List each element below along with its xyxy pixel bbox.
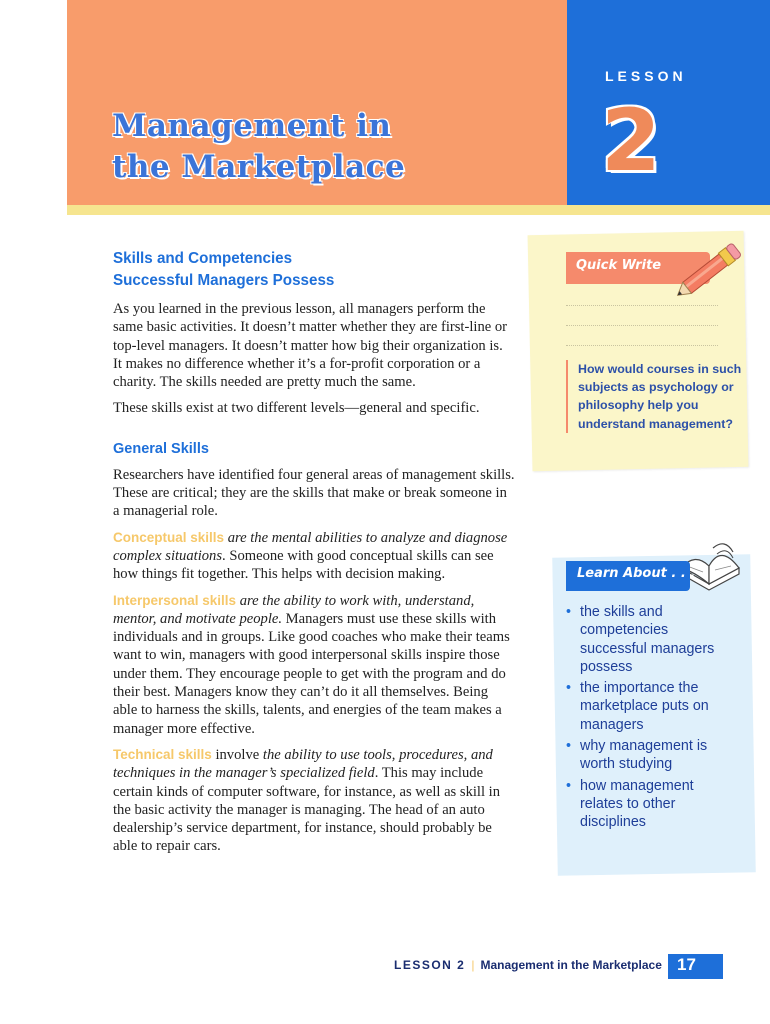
interpersonal-skills-definition: are the ability to work with, understand, mentor, and motivate people. bbox=[113, 592, 475, 627]
section-heading bbox=[113, 248, 495, 292]
list-item-text: the skills and competencies successful managers possess bbox=[580, 604, 715, 675]
technical-skills-term: Technical skills bbox=[113, 746, 212, 762]
list-item bbox=[566, 777, 734, 832]
learn-about-label: Learn About . . . bbox=[577, 566, 696, 581]
list-item-text: the importance the marketplace puts on managers bbox=[580, 680, 709, 733]
section-heading-line1: Skills and Competencies bbox=[113, 250, 293, 267]
chapter-title-line2: the Marketplace bbox=[112, 149, 406, 185]
list-item bbox=[566, 603, 734, 676]
technical-skills-definition: the ability to use tools, procedures, and techniques in the manager’s specialized field bbox=[113, 746, 493, 782]
main-column bbox=[113, 248, 515, 864]
bullet-icon: • bbox=[566, 738, 572, 755]
pencil-icon bbox=[668, 238, 750, 306]
general-skills-heading: General Skills bbox=[113, 440, 209, 457]
general-skills-paragraph: Researchers have identified four general areas of management skills. These are critical; they are the skills that make or break someone in a managerial role. bbox=[113, 466, 515, 520]
page-footer bbox=[394, 958, 662, 972]
learn-about-list bbox=[566, 603, 734, 835]
list-item-text: why management is worth studying bbox=[580, 738, 708, 773]
list-item-text: how management relates to other disciplines bbox=[580, 777, 694, 831]
footer-lesson: LESSON 2 bbox=[394, 958, 466, 972]
bullet-icon: • bbox=[566, 680, 572, 697]
lesson-label: LESSON bbox=[605, 68, 687, 84]
conceptual-skills-text: . Someone with good conceptual skills can see how things fit together. This helps with decision making. bbox=[113, 547, 494, 583]
list-item bbox=[566, 737, 734, 774]
section-heading-line2: Successful Managers Possess bbox=[113, 272, 335, 289]
bullet-icon: • bbox=[566, 777, 572, 794]
conceptual-skills-definition: are the mental abilities to analyze and diagnose complex situations bbox=[113, 529, 508, 564]
intro-paragraph: As you learned in the previous lesson, all managers perform the same basic activities. It doesn’t matter whether they are first-line or top-level managers. It doesn’t matter how big their organization is. It makes no difference whether it’s a for-profit corporation or a charity. The skills needed are pretty much the same. bbox=[113, 301, 508, 391]
technical-skills-paragraph bbox=[113, 746, 515, 856]
footer-separator: | bbox=[471, 958, 475, 972]
conceptual-skills-paragraph bbox=[113, 529, 515, 584]
list-item bbox=[566, 679, 734, 734]
writing-line bbox=[566, 325, 718, 326]
page-number: 17 bbox=[677, 955, 696, 974]
interpersonal-skills-term: Interpersonal skills bbox=[113, 592, 237, 608]
technical-skills-text: . This may include certain kinds of computer software, for instance, as well as skill in the basic activity the manager is managing. The head of an auto dealership’s service department, for instance, should probably be able to repair cars. bbox=[113, 765, 501, 855]
levels-paragraph: These skills exist at two different levels—general and specific. bbox=[113, 400, 480, 417]
interpersonal-skills-text: Managers must use these skills with individuals and in groups. Like good coaches who make their teams want to win, managers with good interpersonal skills inspire those under them. They encourage people to get with the program and do their best. Managers know they can’t do it all themselves. Being able to harness the skills, talents, and energies of the team makes a manager more effective. bbox=[113, 610, 510, 737]
conceptual-skills-term: Conceptual skills bbox=[113, 529, 225, 545]
title-underline-band bbox=[67, 205, 770, 215]
chapter-title bbox=[112, 106, 405, 188]
chapter-title-line1: Management in bbox=[112, 108, 392, 144]
writing-line bbox=[566, 345, 718, 346]
quick-write-label: Quick Write bbox=[576, 258, 662, 273]
quick-write-question: How would courses in such subjects as psychology or philosophy help you understand management? bbox=[566, 360, 743, 433]
lesson-box bbox=[567, 0, 770, 205]
bullet-icon: • bbox=[566, 604, 572, 620]
lesson-number: 2 bbox=[601, 91, 661, 191]
footer-title: Management in the Marketplace bbox=[480, 958, 662, 972]
technical-skills-involve: involve bbox=[211, 746, 263, 763]
interpersonal-skills-paragraph bbox=[113, 592, 515, 738]
